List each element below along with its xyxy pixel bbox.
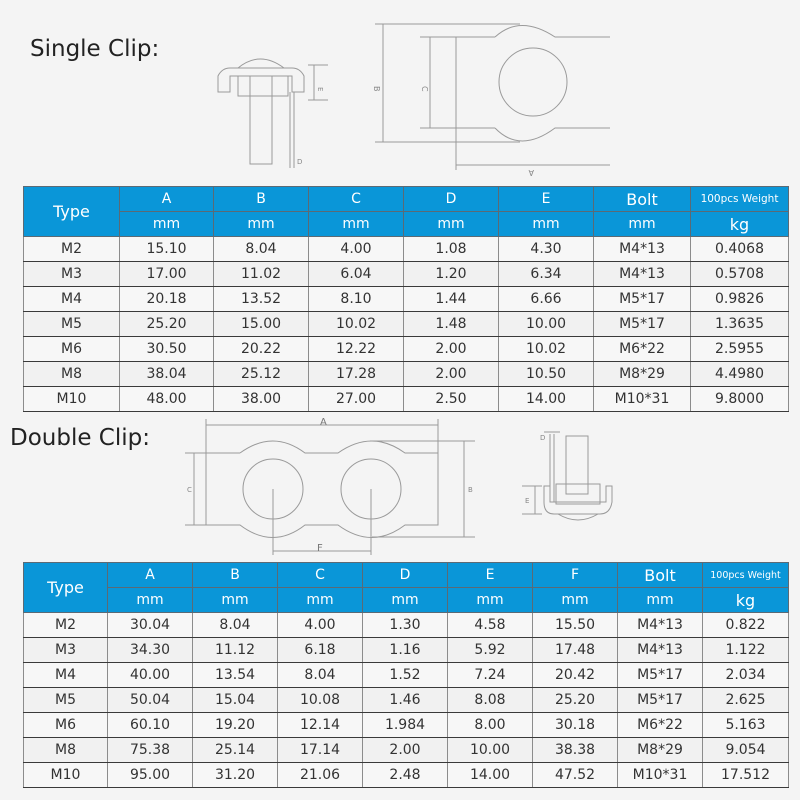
- header-d: D: [404, 187, 499, 212]
- value-cell: 8.00: [448, 713, 533, 738]
- value-cell: M6*22: [618, 713, 703, 738]
- table-row: [24, 262, 789, 287]
- unit-d: mm: [363, 588, 448, 613]
- value-cell: M4*13: [618, 638, 703, 663]
- value-cell: 14.00: [448, 763, 533, 788]
- value-cell: 2.48: [363, 763, 448, 788]
- value-cell: M5*17: [618, 663, 703, 688]
- value-cell: 17.00: [120, 262, 214, 287]
- single-clip-top-diagram: [370, 20, 610, 180]
- value-cell: 10.08: [278, 688, 363, 713]
- value-cell: 14.00: [499, 387, 594, 412]
- label-d: D: [297, 158, 303, 166]
- value-cell: 1.984: [363, 713, 448, 738]
- header-e: E: [499, 187, 594, 212]
- value-cell: 75.38: [108, 738, 193, 763]
- value-cell: 20.42: [533, 663, 618, 688]
- value-cell: 25.14: [193, 738, 278, 763]
- unit-f: mm: [533, 588, 618, 613]
- label-e: E: [525, 497, 530, 505]
- value-cell: 11.12: [193, 638, 278, 663]
- table-row: [24, 312, 789, 337]
- value-cell: 1.122: [703, 638, 789, 663]
- value-cell: 60.10: [108, 713, 193, 738]
- value-cell: 1.48: [404, 312, 499, 337]
- unit-weight: kg: [691, 212, 789, 237]
- value-cell: 6.34: [499, 262, 594, 287]
- value-cell: 10.00: [448, 738, 533, 763]
- value-cell: 10.50: [499, 362, 594, 387]
- value-cell: 1.52: [363, 663, 448, 688]
- unit-c: mm: [309, 212, 404, 237]
- value-cell: M5*17: [594, 312, 691, 337]
- value-cell: M4*13: [618, 613, 703, 638]
- label-d: D: [540, 434, 546, 442]
- value-cell: 8.10: [309, 287, 404, 312]
- value-cell: 95.00: [108, 763, 193, 788]
- value-cell: 5.163: [703, 713, 789, 738]
- value-cell: 38.00: [214, 387, 309, 412]
- header-weight: 100pcs Weight: [691, 187, 789, 212]
- value-cell: 8.04: [278, 663, 363, 688]
- value-cell: 8.08: [448, 688, 533, 713]
- type-cell: M4: [24, 287, 120, 312]
- unit-b: mm: [214, 212, 309, 237]
- value-cell: 0.4068: [691, 237, 789, 262]
- value-cell: 17.28: [309, 362, 404, 387]
- value-cell: 6.04: [309, 262, 404, 287]
- value-cell: 15.00: [214, 312, 309, 337]
- header-a: A: [120, 187, 214, 212]
- label-f: F: [317, 543, 323, 554]
- single-clip-spec-table: [23, 186, 789, 412]
- double-clip-spec-table: [23, 562, 789, 788]
- value-cell: 27.00: [309, 387, 404, 412]
- double-clip-title: Double Clip:: [10, 425, 150, 451]
- value-cell: 6.66: [499, 287, 594, 312]
- table-row: [24, 387, 789, 412]
- value-cell: 31.20: [193, 763, 278, 788]
- value-cell: 17.14: [278, 738, 363, 763]
- label-a: A: [528, 168, 534, 177]
- value-cell: 38.04: [120, 362, 214, 387]
- value-cell: 1.08: [404, 237, 499, 262]
- value-cell: 17.48: [533, 638, 618, 663]
- value-cell: M10*31: [618, 763, 703, 788]
- value-cell: 17.512: [703, 763, 789, 788]
- value-cell: 10.02: [499, 337, 594, 362]
- value-cell: 0.822: [703, 613, 789, 638]
- value-cell: 4.00: [278, 613, 363, 638]
- value-cell: 30.18: [533, 713, 618, 738]
- value-cell: 4.4980: [691, 362, 789, 387]
- type-cell: M6: [24, 713, 108, 738]
- single-clip-side-diagram: [200, 10, 340, 170]
- value-cell: 25.20: [120, 312, 214, 337]
- value-cell: 20.22: [214, 337, 309, 362]
- unit-e: mm: [499, 212, 594, 237]
- type-cell: M3: [24, 638, 108, 663]
- value-cell: M6*22: [594, 337, 691, 362]
- table-row: [24, 638, 789, 663]
- value-cell: 13.52: [214, 287, 309, 312]
- value-cell: M4*13: [594, 262, 691, 287]
- type-cell: M3: [24, 262, 120, 287]
- value-cell: 4.58: [448, 613, 533, 638]
- header-type: Type: [24, 563, 108, 613]
- unit-row: [24, 212, 789, 237]
- value-cell: M10*31: [594, 387, 691, 412]
- unit-bolt: mm: [594, 212, 691, 237]
- value-cell: 15.50: [533, 613, 618, 638]
- unit-b: mm: [193, 588, 278, 613]
- unit-bolt: mm: [618, 588, 703, 613]
- header-c: C: [309, 187, 404, 212]
- value-cell: 10.00: [499, 312, 594, 337]
- value-cell: 2.00: [404, 362, 499, 387]
- value-cell: 4.30: [499, 237, 594, 262]
- value-cell: 1.44: [404, 287, 499, 312]
- label-a: A: [320, 417, 327, 428]
- label-e: E: [316, 87, 324, 92]
- value-cell: 1.30: [363, 613, 448, 638]
- table-row: [24, 738, 789, 763]
- table-row: [24, 763, 789, 788]
- label-b: B: [372, 86, 381, 92]
- header-c: C: [278, 563, 363, 588]
- value-cell: 38.38: [533, 738, 618, 763]
- value-cell: 1.20: [404, 262, 499, 287]
- value-cell: 2.5955: [691, 337, 789, 362]
- unit-weight: kg: [703, 588, 789, 613]
- value-cell: 19.20: [193, 713, 278, 738]
- value-cell: 9.8000: [691, 387, 789, 412]
- value-cell: 0.9826: [691, 287, 789, 312]
- value-cell: 30.50: [120, 337, 214, 362]
- label-b: B: [468, 486, 473, 494]
- header-f: F: [533, 563, 618, 588]
- label-c: C: [187, 486, 192, 494]
- value-cell: M4*13: [594, 237, 691, 262]
- value-cell: M5*17: [594, 287, 691, 312]
- header-bolt: Bolt: [618, 563, 703, 588]
- type-cell: M10: [24, 763, 108, 788]
- value-cell: 34.30: [108, 638, 193, 663]
- value-cell: 21.06: [278, 763, 363, 788]
- value-cell: 40.00: [108, 663, 193, 688]
- header-b: B: [193, 563, 278, 588]
- table-row: [24, 613, 789, 638]
- value-cell: 6.18: [278, 638, 363, 663]
- header-e: E: [448, 563, 533, 588]
- header-row: [24, 563, 789, 588]
- single-clip-title: Single Clip:: [30, 36, 160, 62]
- header-d: D: [363, 563, 448, 588]
- value-cell: 50.04: [108, 688, 193, 713]
- type-cell: M2: [24, 613, 108, 638]
- unit-a: mm: [120, 212, 214, 237]
- type-cell: M4: [24, 663, 108, 688]
- type-cell: M8: [24, 738, 108, 763]
- value-cell: 1.46: [363, 688, 448, 713]
- table-row: [24, 287, 789, 312]
- value-cell: 13.54: [193, 663, 278, 688]
- type-cell: M6: [24, 337, 120, 362]
- value-cell: 48.00: [120, 387, 214, 412]
- double-clip-rows: [24, 613, 789, 788]
- header-a: A: [108, 563, 193, 588]
- unit-e: mm: [448, 588, 533, 613]
- value-cell: 11.02: [214, 262, 309, 287]
- value-cell: 15.04: [193, 688, 278, 713]
- unit-d: mm: [404, 212, 499, 237]
- value-cell: 30.04: [108, 613, 193, 638]
- value-cell: 1.16: [363, 638, 448, 663]
- value-cell: 12.14: [278, 713, 363, 738]
- value-cell: 0.5708: [691, 262, 789, 287]
- value-cell: 47.52: [533, 763, 618, 788]
- value-cell: 25.20: [533, 688, 618, 713]
- table-row: [24, 688, 789, 713]
- table-row: [24, 663, 789, 688]
- value-cell: 2.625: [703, 688, 789, 713]
- unit-a: mm: [108, 588, 193, 613]
- value-cell: 1.3635: [691, 312, 789, 337]
- value-cell: 2.00: [404, 337, 499, 362]
- type-cell: M10: [24, 387, 120, 412]
- value-cell: 8.04: [193, 613, 278, 638]
- type-cell: M8: [24, 362, 120, 387]
- type-cell: M2: [24, 237, 120, 262]
- header-b: B: [214, 187, 309, 212]
- value-cell: 10.02: [309, 312, 404, 337]
- value-cell: 25.12: [214, 362, 309, 387]
- value-cell: 2.50: [404, 387, 499, 412]
- value-cell: 12.22: [309, 337, 404, 362]
- table-row: [24, 713, 789, 738]
- double-clip-top-diagram: [180, 415, 490, 555]
- value-cell: 7.24: [448, 663, 533, 688]
- value-cell: 2.034: [703, 663, 789, 688]
- value-cell: 2.00: [363, 738, 448, 763]
- label-c: C: [420, 86, 429, 92]
- value-cell: 5.92: [448, 638, 533, 663]
- type-cell: M5: [24, 688, 108, 713]
- value-cell: 4.00: [309, 237, 404, 262]
- value-cell: 15.10: [120, 237, 214, 262]
- header-type: Type: [24, 187, 120, 237]
- value-cell: M5*17: [618, 688, 703, 713]
- table-row: [24, 362, 789, 387]
- value-cell: 8.04: [214, 237, 309, 262]
- value-cell: 20.18: [120, 287, 214, 312]
- unit-row: [24, 588, 789, 613]
- header-bolt: Bolt: [594, 187, 691, 212]
- header-weight: 100pcs Weight: [703, 563, 789, 588]
- header-row: [24, 187, 789, 212]
- single-clip-rows: [24, 237, 789, 412]
- value-cell: M8*29: [618, 738, 703, 763]
- table-row: [24, 237, 789, 262]
- table-row: [24, 337, 789, 362]
- unit-c: mm: [278, 588, 363, 613]
- value-cell: M8*29: [594, 362, 691, 387]
- value-cell: 9.054: [703, 738, 789, 763]
- type-cell: M5: [24, 312, 120, 337]
- double-clip-side-diagram: [520, 430, 630, 530]
